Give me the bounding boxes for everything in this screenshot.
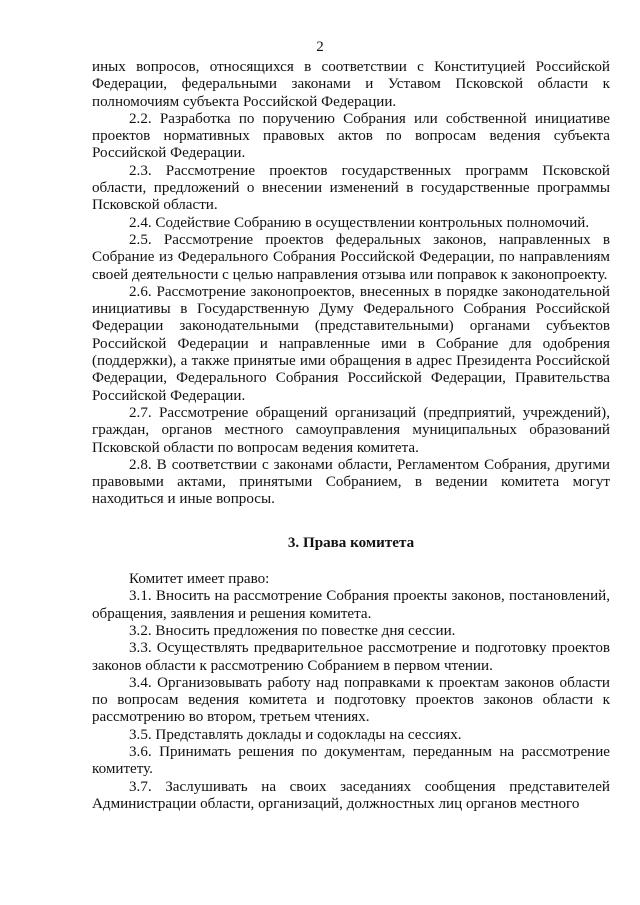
paragraph-3-6: 3.6. Принимать решения по документам, переданным на рассмотрение комитету. <box>92 743 610 778</box>
paragraph-2-8: 2.8. В соответствии с законами области, Регламентом Собрания, другими правовыми актами, принятыми Собранием, в ведении комитета могут находиться и иные вопросы. <box>92 456 610 508</box>
paragraph-2-5: 2.5. Рассмотрение проектов федеральных законов, направленных в Собрание из Федерального Собрания Российской Федерации, по направлениям своей деятельности с целью направления отзыва или поправок к законопроекту. <box>92 231 610 283</box>
paragraph-continuation: иных вопросов, относящихся в соответствии с Конституцией Российской Федерации, федеральными законами и Уставом Псковской области к полномочиям субъекта Российской Федерации. <box>92 59 610 110</box>
paragraph-2-3: 2.3. Рассмотрение проектов государственных программ Псковской области, предложений о внесении изменений в государственные программы Псковской области. <box>92 162 610 214</box>
paragraph-3-2: 3.2. Вносить предложения по повестке дня сессии. <box>129 622 456 639</box>
paragraph-3-5: 3.5. Представлять доклады и содоклады на сессиях. <box>129 726 462 743</box>
document-body <box>92 59 610 813</box>
paragraph-intro: Комитет имеет право: <box>129 571 270 588</box>
paragraph-2-6: 2.6. Рассмотрение законопроектов, внесенных в порядке законодательной инициативы в Государственную Думу Федерального Собрания Российской Федерации законодательными (представительными) органами субъектов Российской Федерации и направленные ими в Собрание для одобрения (поддержки), а также принятые ими обращения в адрес Президента Российской Федерации, Федерального Собрания Российской Федерации, Правительства Российской Федерации. <box>92 283 610 404</box>
paragraph-3-3: 3.3. Осуществлять предварительное рассмотрение и подготовку проектов законов области к рассмотрению Собранием в первом чтении. <box>92 640 610 674</box>
page-number: 2 <box>316 39 324 55</box>
paragraph-2-7: 2.7. Рассмотрение обращений организаций (предприятий, учреждений), граждан, органов местного самоуправления муниципальных образований Псковской области по вопросам ведения комитета. <box>92 404 610 456</box>
paragraph-3-7: 3.7. Заслушивать на своих заседаниях сообщения представителей Администрации области, организаций, должностных лиц органов местного <box>92 778 610 812</box>
paragraph-3-4: 3.4. Организовывать работу над поправками к проектам законов области по вопросам ведения комитета и подготовку проектов законов области к рассмотрению во втором, третьем чтениях. <box>92 674 610 726</box>
paragraph-2-4: 2.4. Содействие Собранию в осуществлении контрольных полномочий. <box>129 214 590 231</box>
section-heading: 3. Права комитета <box>287 534 415 551</box>
paragraph-3-1: 3.1. Вносить на рассмотрение Собрания проекты законов, постановлений, обращения, заявления и решения комитета. <box>92 588 610 622</box>
paragraph-2-2: 2.2. Разработка по поручению Собрания или собственной инициативе проектов нормативных правовых актов по вопросам ведения субъекта Российской Федерации. <box>92 110 610 162</box>
